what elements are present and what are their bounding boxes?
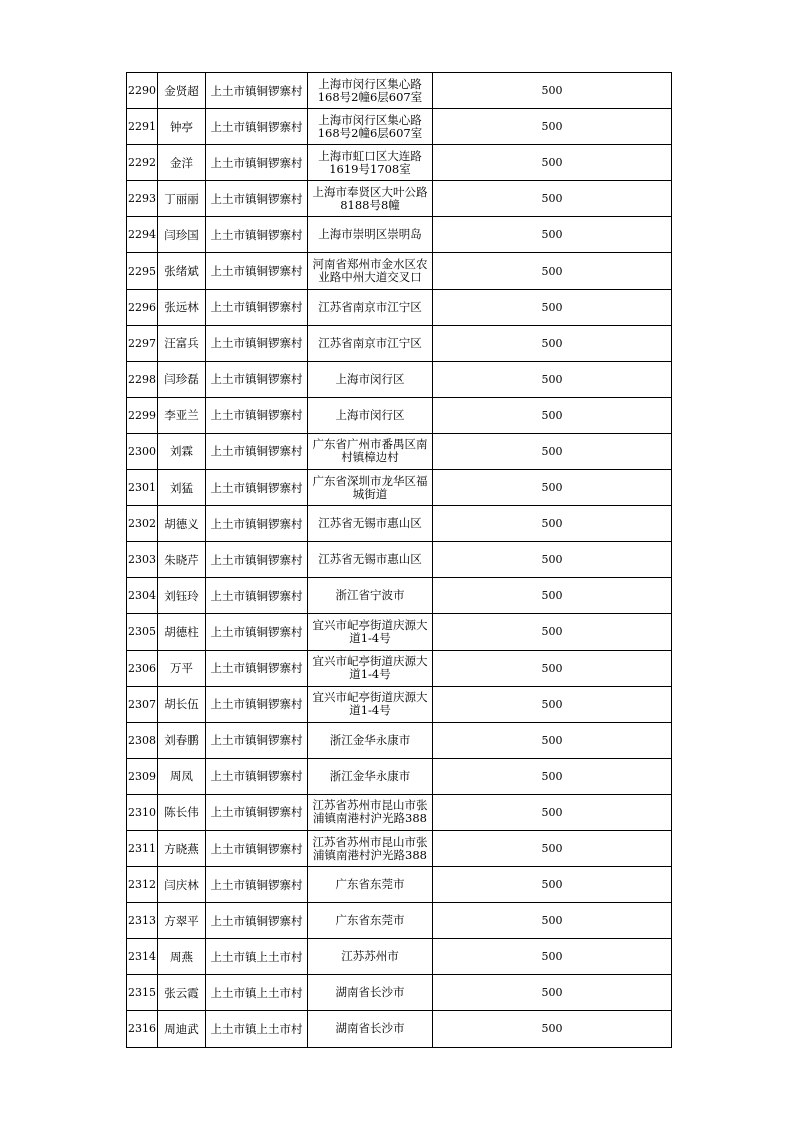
table-row bbox=[127, 325, 672, 361]
table-row bbox=[127, 470, 672, 506]
address-text: 上海市虹口区大连路1619号1708室 bbox=[318, 149, 422, 176]
address-cell bbox=[308, 614, 433, 650]
address-text: 湖南省长沙市 bbox=[335, 986, 405, 1000]
person-name-cell: 张云霞 bbox=[158, 975, 206, 1011]
address-cell bbox=[308, 830, 433, 866]
amount-cell: 500 bbox=[433, 109, 672, 145]
amount-cell: 500 bbox=[433, 470, 672, 506]
person-name-cell: 闫庆林 bbox=[158, 867, 206, 903]
village-cell: 上土市镇铜锣寨村 bbox=[206, 181, 308, 217]
address-cell bbox=[308, 397, 433, 433]
roster-table-body bbox=[127, 73, 672, 1048]
village-cell: 上土市镇铜锣寨村 bbox=[206, 506, 308, 542]
address-cell bbox=[308, 470, 433, 506]
person-name-cell: 周燕 bbox=[158, 939, 206, 975]
village-cell: 上土市镇铜锣寨村 bbox=[206, 109, 308, 145]
address-text: 江苏省南京市江宁区 bbox=[318, 300, 422, 314]
amount-cell: 500 bbox=[433, 397, 672, 433]
table-row bbox=[127, 650, 672, 686]
table-row bbox=[127, 867, 672, 903]
village-cell: 上土市镇铜锣寨村 bbox=[206, 73, 308, 109]
amount-cell: 500 bbox=[433, 325, 672, 361]
address-text: 上海市闵行区集心路168号2幢6层607室 bbox=[317, 113, 423, 140]
village-cell: 上土市镇上土市村 bbox=[206, 939, 308, 975]
address-cell bbox=[308, 650, 433, 686]
amount-cell: 500 bbox=[433, 361, 672, 397]
amount-cell: 500 bbox=[433, 1011, 672, 1047]
person-name-cell: 刘霖 bbox=[158, 433, 206, 469]
village-cell: 上土市镇铜锣寨村 bbox=[206, 830, 308, 866]
serial-number-cell: 2308 bbox=[127, 722, 158, 758]
table-row bbox=[127, 433, 672, 469]
table-row bbox=[127, 289, 672, 325]
serial-number-cell: 2305 bbox=[127, 614, 158, 650]
address-cell bbox=[308, 686, 433, 722]
table-row bbox=[127, 758, 672, 794]
village-cell: 上土市镇铜锣寨村 bbox=[206, 361, 308, 397]
serial-number-cell: 2316 bbox=[127, 1011, 158, 1047]
address-text: 湖南省长沙市 bbox=[335, 1022, 405, 1036]
serial-number-cell: 2301 bbox=[127, 470, 158, 506]
serial-number-cell: 2295 bbox=[127, 253, 158, 289]
serial-number-cell: 2303 bbox=[127, 542, 158, 578]
amount-cell: 500 bbox=[433, 830, 672, 866]
table-row bbox=[127, 542, 672, 578]
address-cell bbox=[308, 181, 433, 217]
village-cell: 上土市镇铜锣寨村 bbox=[206, 217, 308, 253]
table-row bbox=[127, 578, 672, 614]
address-text: 上海市闵行区集心路168号2幢6层607室 bbox=[317, 77, 423, 104]
address-text: 江苏省无锡市惠山区 bbox=[318, 517, 422, 531]
address-text: 宜兴市屺亭街道庆源大道1-4号 bbox=[312, 691, 428, 718]
person-name-cell: 胡德义 bbox=[158, 506, 206, 542]
person-name-cell: 汪富兵 bbox=[158, 325, 206, 361]
person-name-cell: 金贤超 bbox=[158, 73, 206, 109]
address-text: 宜兴市屺亭街道庆源大道1-4号 bbox=[312, 655, 428, 682]
address-cell bbox=[308, 1011, 433, 1047]
serial-number-cell: 2310 bbox=[127, 794, 158, 830]
table-row bbox=[127, 397, 672, 433]
address-text: 上海市崇明区崇明岛 bbox=[318, 228, 422, 242]
serial-number-cell: 2309 bbox=[127, 758, 158, 794]
person-name-cell: 朱晓芹 bbox=[158, 542, 206, 578]
amount-cell: 500 bbox=[433, 217, 672, 253]
village-cell: 上土市镇上土市村 bbox=[206, 1011, 308, 1047]
serial-number-cell: 2306 bbox=[127, 650, 158, 686]
serial-number-cell: 2314 bbox=[127, 939, 158, 975]
village-cell: 上土市镇铜锣寨村 bbox=[206, 794, 308, 830]
address-text: 江苏省苏州市昆山市张浦镇南港村沪光路388 bbox=[312, 799, 428, 826]
village-cell: 上土市镇铜锣寨村 bbox=[206, 253, 308, 289]
table-row bbox=[127, 939, 672, 975]
person-name-cell: 闫珍磊 bbox=[158, 361, 206, 397]
address-text: 广东省广州市番禺区南村镇樟边村 bbox=[312, 438, 428, 465]
amount-cell: 500 bbox=[433, 181, 672, 217]
person-name-cell: 丁丽丽 bbox=[158, 181, 206, 217]
amount-cell: 500 bbox=[433, 433, 672, 469]
address-text: 浙江金华永康市 bbox=[329, 733, 411, 747]
address-cell bbox=[308, 867, 433, 903]
village-cell: 上土市镇铜锣寨村 bbox=[206, 433, 308, 469]
person-name-cell: 胡长伍 bbox=[158, 686, 206, 722]
person-name-cell: 李亚兰 bbox=[158, 397, 206, 433]
address-cell bbox=[308, 939, 433, 975]
table-row bbox=[127, 217, 672, 253]
table-row bbox=[127, 830, 672, 866]
table-row bbox=[127, 1011, 672, 1047]
address-cell bbox=[308, 722, 433, 758]
person-name-cell: 刘钰玲 bbox=[158, 578, 206, 614]
address-text: 上海市闵行区 bbox=[335, 408, 405, 422]
address-cell bbox=[308, 542, 433, 578]
serial-number-cell: 2296 bbox=[127, 289, 158, 325]
address-text: 江苏省无锡市惠山区 bbox=[318, 553, 422, 567]
address-cell bbox=[308, 253, 433, 289]
roster-sheet bbox=[126, 72, 672, 1048]
table-row bbox=[127, 506, 672, 542]
person-name-cell: 方翠平 bbox=[158, 903, 206, 939]
address-cell bbox=[308, 433, 433, 469]
serial-number-cell: 2300 bbox=[127, 433, 158, 469]
village-cell: 上土市镇上土市村 bbox=[206, 975, 308, 1011]
serial-number-cell: 2307 bbox=[127, 686, 158, 722]
amount-cell: 500 bbox=[433, 253, 672, 289]
village-cell: 上土市镇铜锣寨村 bbox=[206, 867, 308, 903]
address-text: 浙江省宁波市 bbox=[335, 589, 405, 603]
village-cell: 上土市镇铜锣寨村 bbox=[206, 903, 308, 939]
amount-cell: 500 bbox=[433, 542, 672, 578]
amount-cell: 500 bbox=[433, 578, 672, 614]
amount-cell: 500 bbox=[433, 686, 672, 722]
table-row bbox=[127, 903, 672, 939]
person-name-cell: 闫珍国 bbox=[158, 217, 206, 253]
address-text: 河南省郑州市金水区农业路中州大道交叉口 bbox=[312, 258, 428, 285]
address-text: 广东省深圳市龙华区福城街道 bbox=[312, 474, 428, 501]
table-row bbox=[127, 361, 672, 397]
serial-number-cell: 2294 bbox=[127, 217, 158, 253]
amount-cell: 500 bbox=[433, 145, 672, 181]
address-text: 江苏省南京市江宁区 bbox=[318, 336, 422, 350]
address-cell bbox=[308, 289, 433, 325]
serial-number-cell: 2312 bbox=[127, 867, 158, 903]
person-name-cell: 张绪斌 bbox=[158, 253, 206, 289]
amount-cell: 500 bbox=[433, 614, 672, 650]
person-name-cell: 刘春鹏 bbox=[158, 722, 206, 758]
table-row bbox=[127, 73, 672, 109]
address-cell bbox=[308, 217, 433, 253]
serial-number-cell: 2293 bbox=[127, 181, 158, 217]
amount-cell: 500 bbox=[433, 939, 672, 975]
village-cell: 上土市镇铜锣寨村 bbox=[206, 145, 308, 181]
village-cell: 上土市镇铜锣寨村 bbox=[206, 470, 308, 506]
village-cell: 上土市镇铜锣寨村 bbox=[206, 614, 308, 650]
village-cell: 上土市镇铜锣寨村 bbox=[206, 722, 308, 758]
address-text: 广东省东莞市 bbox=[335, 914, 405, 928]
address-cell bbox=[308, 578, 433, 614]
address-text: 宜兴市屺亭街道庆源大道1-4号 bbox=[312, 618, 428, 645]
address-cell bbox=[308, 975, 433, 1011]
address-cell bbox=[308, 73, 433, 109]
table-row bbox=[127, 181, 672, 217]
table-row bbox=[127, 145, 672, 181]
amount-cell: 500 bbox=[433, 73, 672, 109]
address-text: 上海市闵行区 bbox=[335, 372, 405, 386]
serial-number-cell: 2299 bbox=[127, 397, 158, 433]
address-cell bbox=[308, 506, 433, 542]
table-row bbox=[127, 794, 672, 830]
amount-cell: 500 bbox=[433, 758, 672, 794]
table-row bbox=[127, 253, 672, 289]
table-row bbox=[127, 686, 672, 722]
village-cell: 上土市镇铜锣寨村 bbox=[206, 758, 308, 794]
serial-number-cell: 2297 bbox=[127, 325, 158, 361]
address-cell bbox=[308, 109, 433, 145]
village-cell: 上土市镇铜锣寨村 bbox=[206, 397, 308, 433]
village-cell: 上土市镇铜锣寨村 bbox=[206, 650, 308, 686]
person-name-cell: 钟亭 bbox=[158, 109, 206, 145]
person-name-cell: 方晓燕 bbox=[158, 830, 206, 866]
amount-cell: 500 bbox=[433, 650, 672, 686]
village-cell: 上土市镇铜锣寨村 bbox=[206, 289, 308, 325]
amount-cell: 500 bbox=[433, 975, 672, 1011]
table-row bbox=[127, 975, 672, 1011]
address-cell bbox=[308, 325, 433, 361]
amount-cell: 500 bbox=[433, 867, 672, 903]
village-cell: 上土市镇铜锣寨村 bbox=[206, 686, 308, 722]
person-name-cell: 周迪武 bbox=[158, 1011, 206, 1047]
roster-table bbox=[126, 72, 672, 1048]
address-cell bbox=[308, 361, 433, 397]
village-cell: 上土市镇铜锣寨村 bbox=[206, 325, 308, 361]
address-text: 广东省东莞市 bbox=[335, 878, 405, 892]
village-cell: 上土市镇铜锣寨村 bbox=[206, 542, 308, 578]
village-cell: 上土市镇铜锣寨村 bbox=[206, 578, 308, 614]
address-text: 浙江金华永康市 bbox=[329, 769, 411, 783]
address-cell bbox=[308, 758, 433, 794]
table-row bbox=[127, 614, 672, 650]
amount-cell: 500 bbox=[433, 794, 672, 830]
person-name-cell: 胡德柱 bbox=[158, 614, 206, 650]
serial-number-cell: 2313 bbox=[127, 903, 158, 939]
person-name-cell: 刘猛 bbox=[158, 470, 206, 506]
serial-number-cell: 2298 bbox=[127, 361, 158, 397]
address-cell bbox=[308, 145, 433, 181]
amount-cell: 500 bbox=[433, 289, 672, 325]
person-name-cell: 张远林 bbox=[158, 289, 206, 325]
person-name-cell: 金洋 bbox=[158, 145, 206, 181]
serial-number-cell: 2292 bbox=[127, 145, 158, 181]
address-cell bbox=[308, 794, 433, 830]
table-row bbox=[127, 109, 672, 145]
amount-cell: 500 bbox=[433, 506, 672, 542]
serial-number-cell: 2304 bbox=[127, 578, 158, 614]
address-cell bbox=[308, 903, 433, 939]
address-text: 江苏苏州市 bbox=[341, 950, 399, 964]
serial-number-cell: 2311 bbox=[127, 830, 158, 866]
serial-number-cell: 2291 bbox=[127, 109, 158, 145]
amount-cell: 500 bbox=[433, 903, 672, 939]
address-text: 上海市奉贤区大叶公路8188号8幢 bbox=[312, 185, 428, 212]
person-name-cell: 陈长伟 bbox=[158, 794, 206, 830]
person-name-cell: 万平 bbox=[158, 650, 206, 686]
serial-number-cell: 2290 bbox=[127, 73, 158, 109]
table-row bbox=[127, 722, 672, 758]
serial-number-cell: 2315 bbox=[127, 975, 158, 1011]
person-name-cell: 周凤 bbox=[158, 758, 206, 794]
amount-cell: 500 bbox=[433, 722, 672, 758]
serial-number-cell: 2302 bbox=[127, 506, 158, 542]
address-text: 江苏省苏州市昆山市张浦镇南港村沪光路388 bbox=[312, 835, 428, 862]
